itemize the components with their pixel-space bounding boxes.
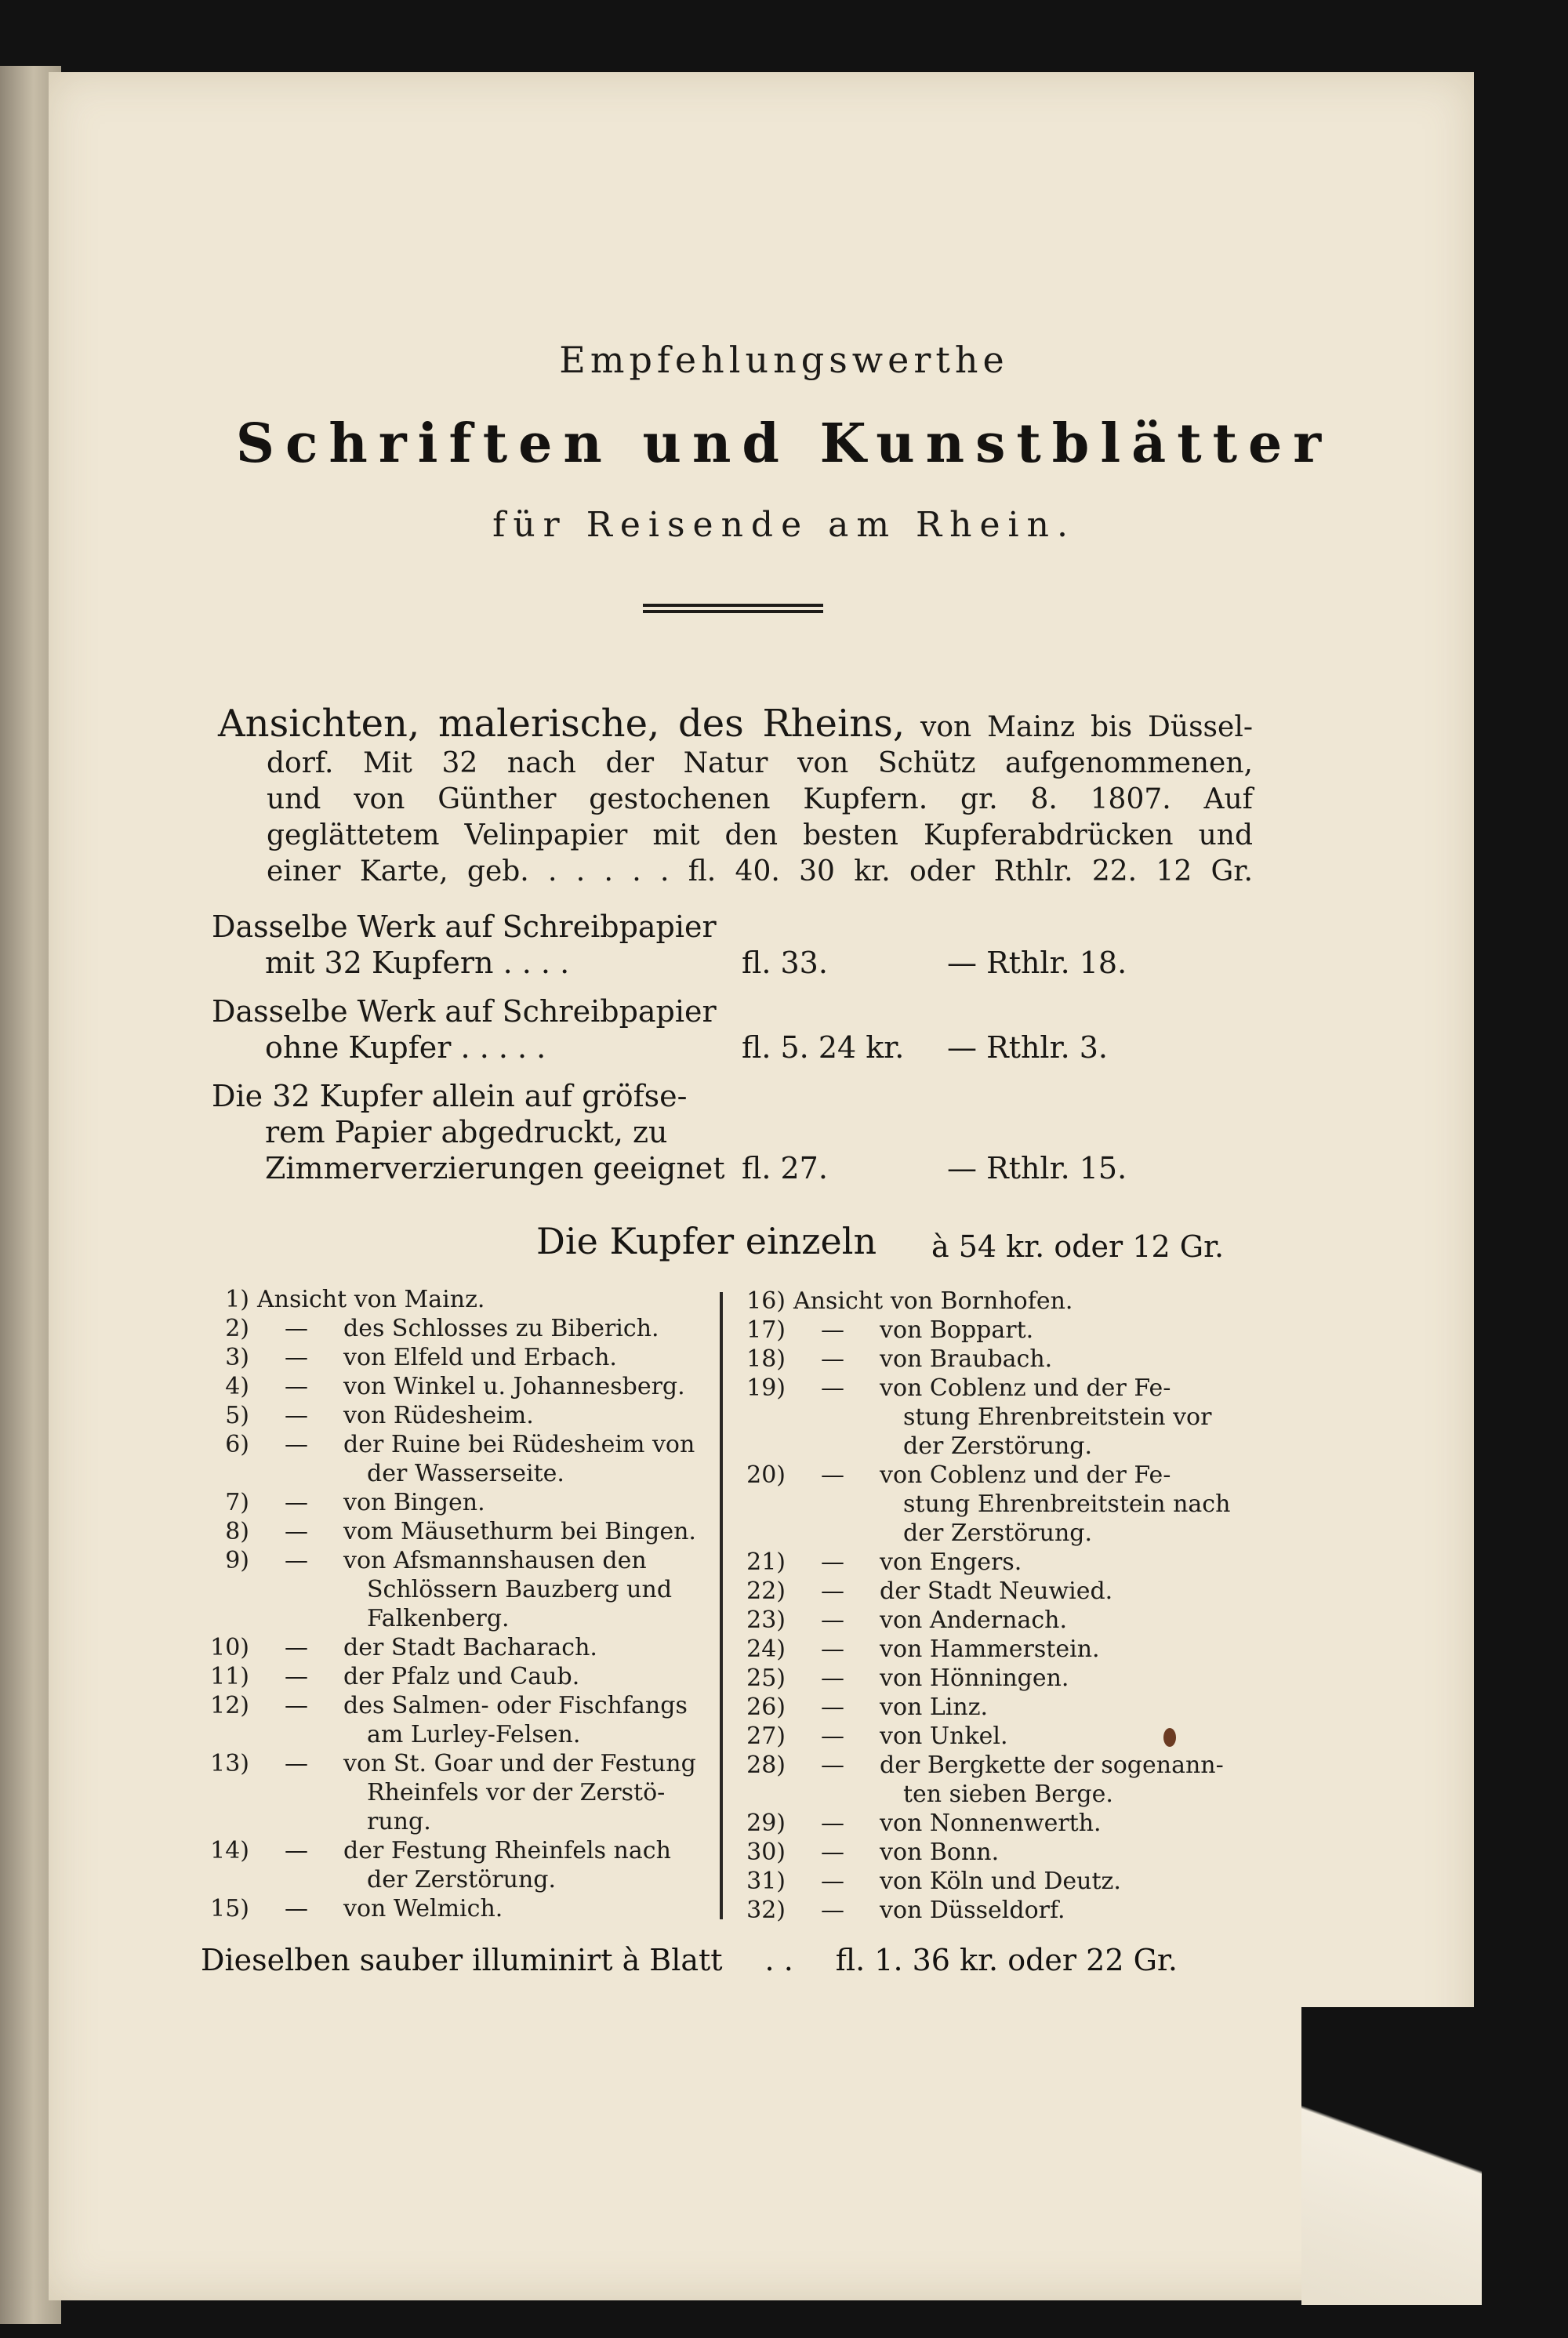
plate-list-item [201, 1663, 579, 1691]
plate-list-item [737, 1345, 1052, 1374]
plate-list-item [737, 1781, 1113, 1809]
plate-dash: — [821, 1810, 844, 1837]
plate-number: 14) [210, 1837, 249, 1864]
plate-dash: — [821, 1665, 844, 1692]
plate-list-item [737, 1694, 988, 1722]
plate-dash: — [821, 1345, 844, 1373]
plate-list-item [737, 1839, 999, 1867]
plate-title: von Coblenz und der Fe- [880, 1461, 1171, 1489]
entry-lead: Ansichten, malerische, des Rheins, [218, 702, 906, 746]
plate-title: der Wasserseite. [367, 1460, 564, 1487]
plate-list-item [201, 1808, 431, 1836]
plate-list-item [201, 1576, 672, 1604]
variant-1-fl: fl. 33. [742, 946, 828, 980]
plate-list-item [201, 1634, 597, 1662]
title-line-2: Schriften und Kunstblätter [235, 412, 1333, 475]
plate-dash: — [285, 1692, 308, 1719]
plate-list-item [201, 1344, 617, 1372]
plate-list-item [737, 1519, 1092, 1548]
plate-dash: — [821, 1839, 844, 1866]
plate-title: des Salmen- oder Fischfangs [343, 1692, 688, 1719]
plate-number: 1) [225, 1286, 249, 1313]
plate-title: von Welmich. [343, 1895, 503, 1922]
plate-number: 13) [210, 1750, 249, 1777]
plate-list-item [737, 1403, 1211, 1432]
plate-title: vom Mäusethurm bei Bingen. [343, 1518, 696, 1545]
plate-number: 28) [746, 1752, 786, 1779]
entry-line-5: einer Karte, geb. . . . . . fl. 40. 30 kr. oder Rthlr. 22. 12 Gr. [267, 855, 1253, 888]
plate-dash: — [285, 1344, 308, 1371]
variant-2-line-1: Dasselbe Werk auf Schreibpapier [212, 994, 717, 1029]
single-plates-price: à 54 kr. oder 12 Gr. [931, 1229, 1225, 1264]
plate-list-item [201, 1605, 510, 1633]
plate-title: von Köln und Deutz. [880, 1868, 1121, 1895]
plate-number: 22) [746, 1577, 786, 1605]
plate-title: rung. [367, 1808, 431, 1835]
column-divider [720, 1292, 723, 1919]
plate-title: von Coblenz und der Fe- [880, 1374, 1171, 1402]
plate-dash: — [821, 1374, 844, 1402]
plate-list-item [201, 1692, 688, 1720]
plate-title: von Braubach. [880, 1345, 1053, 1373]
plate-dash: — [821, 1577, 844, 1605]
plate-title: von Bingen. [343, 1489, 485, 1516]
single-plates-heading: Die Kupfer einzeln [536, 1220, 877, 1262]
plate-dash: — [821, 1636, 844, 1663]
plate-title: von Boppart. [880, 1316, 1034, 1344]
plate-dash: — [821, 1461, 844, 1489]
variant-1-rthlr: — Rthlr. 18. [947, 946, 1127, 980]
plate-number: 10) [210, 1634, 249, 1661]
plate-list-item [201, 1779, 665, 1807]
plate-title: von Winkel u. Johannesberg. [343, 1373, 685, 1400]
plate-list-item [737, 1636, 1100, 1664]
plate-number: 7) [225, 1489, 249, 1516]
plate-title: der Stadt Bacharach. [343, 1634, 597, 1661]
plate-title: von Unkel. [880, 1723, 1008, 1750]
plate-list-item [737, 1287, 1073, 1316]
plate-number: 9) [225, 1547, 249, 1574]
variant-3-line-2: rem Papier abgedruckt, zu [265, 1115, 668, 1149]
variant-3-fl: fl. 27. [742, 1151, 828, 1185]
plate-dash: — [285, 1402, 308, 1429]
main-entry [218, 702, 1253, 890]
plate-dash: — [285, 1315, 308, 1342]
plate-list-item [737, 1432, 1092, 1461]
entry-line-4: geglättetem Velinpapier mit den besten Kupferabdrücken und [267, 819, 1253, 851]
plate-number: 3) [225, 1344, 249, 1371]
plate-list-item [737, 1752, 1224, 1780]
plate-dash: — [285, 1895, 308, 1922]
plate-list-item [201, 1286, 485, 1314]
footer-line [201, 1943, 1178, 1977]
plate-list-item [737, 1868, 1121, 1896]
plate-number: 12) [210, 1692, 249, 1719]
plate-number: 32) [746, 1897, 786, 1924]
variant-1-line-2: mit 32 Kupfern . . . . [265, 946, 570, 980]
plate-number: 26) [746, 1694, 786, 1721]
plate-title: der Bergkette der sogenann- [880, 1752, 1224, 1779]
plate-title: von Linz. [880, 1694, 989, 1721]
plate-title: von St. Goar und der Festung [343, 1750, 696, 1777]
footer-price: fl. 1. 36 kr. oder 22 Gr. [835, 1943, 1178, 1977]
plate-list-item [737, 1810, 1102, 1838]
plate-number: 19) [746, 1374, 786, 1402]
plate-dash: — [821, 1752, 844, 1779]
plate-title: der Pfalz und Caub. [343, 1663, 580, 1690]
ink-stain [1163, 1728, 1176, 1747]
plate-title: stung Ehrenbreitstein vor [903, 1403, 1212, 1431]
plate-number: 30) [746, 1839, 786, 1866]
plate-title: Rheinfels vor der Zerstö- [367, 1779, 666, 1806]
plate-title: Falkenberg. [367, 1605, 510, 1632]
plate-dash: — [821, 1548, 844, 1576]
plate-dash: — [285, 1837, 308, 1864]
plate-list-item [201, 1518, 696, 1546]
plate-title: stung Ehrenbreitstein nach [903, 1490, 1231, 1518]
plate-dash: — [821, 1868, 844, 1895]
plate-number: 24) [746, 1636, 786, 1663]
plate-number: 18) [746, 1345, 786, 1373]
plate-title: am Lurley-Felsen. [367, 1721, 581, 1748]
plate-dash: — [821, 1694, 844, 1721]
entry-line-3: und von Günther gestochenen Kupfern. gr. 8. 1807. Auf [267, 783, 1253, 815]
plate-number: 16) [746, 1287, 786, 1315]
plate-list-item [737, 1316, 1033, 1345]
plate-title: von Bonn. [880, 1839, 1000, 1866]
plate-title: der Festung Rheinfels nach [343, 1837, 671, 1864]
plate-number: 20) [746, 1461, 786, 1489]
plate-title: Schlössern Bauzberg und [367, 1576, 673, 1603]
variant-3-line-1: Die 32 Kupfer allein auf gröfse- [212, 1079, 688, 1113]
plate-dash: — [285, 1431, 308, 1458]
entry-line-2: dorf. Mit 32 nach der Natur von Schütz aufgenommenen, [267, 747, 1253, 779]
plate-number: 5) [225, 1402, 249, 1429]
plate-number: 17) [746, 1316, 786, 1344]
folded-corner [1301, 2007, 1482, 2305]
plate-title: der Zerstörung. [903, 1432, 1093, 1460]
plate-title: des Schlosses zu Biberich. [343, 1315, 659, 1342]
plate-dash: — [821, 1316, 844, 1344]
title-rule [643, 604, 823, 615]
plate-list-item [737, 1461, 1171, 1490]
plate-title: der Zerstörung. [903, 1519, 1093, 1547]
plate-number: 23) [746, 1606, 786, 1634]
plate-list-item [737, 1606, 1067, 1635]
variant-3-line-3: Zimmerverzierungen geeignet [265, 1151, 725, 1185]
footer-dots: . . [764, 1943, 793, 1977]
plate-title: von Andernach. [880, 1606, 1068, 1634]
plate-number: 4) [225, 1373, 249, 1400]
plate-number: 27) [746, 1723, 786, 1750]
variant-2-line-2: ohne Kupfer . . . . . [265, 1030, 546, 1065]
plate-list-item [201, 1460, 564, 1488]
plate-list-item [201, 1315, 659, 1343]
plate-number: 15) [210, 1895, 249, 1922]
plate-dash: — [285, 1663, 308, 1690]
variant-2-fl: fl. 5. 24 kr. [742, 1030, 905, 1065]
plate-list-item [201, 1547, 647, 1575]
plate-list-item [201, 1431, 695, 1459]
plate-number: 2) [225, 1315, 249, 1342]
plate-list-item [201, 1721, 580, 1749]
plate-title: von Rüdesheim. [343, 1402, 534, 1429]
plate-number: 31) [746, 1868, 786, 1895]
plate-list-item [201, 1895, 503, 1923]
plate-title: von Nonnenwerth. [880, 1810, 1102, 1837]
plate-title: von Engers. [880, 1548, 1022, 1576]
plate-dash: — [285, 1489, 308, 1516]
plate-list-item [737, 1374, 1171, 1403]
plate-number: 6) [225, 1431, 249, 1458]
plate-list-item [201, 1489, 485, 1517]
plate-list-item [201, 1402, 534, 1430]
plate-number: 21) [746, 1548, 786, 1576]
plate-list-item [737, 1548, 1022, 1577]
entry-line-1-rest: von Mainz bis Düssel- [920, 711, 1253, 743]
plate-title: der Zerstörung. [367, 1866, 557, 1893]
plate-title: Ansicht von Mainz. [257, 1286, 485, 1313]
plate-title: der Ruine bei Rüdesheim von [343, 1431, 695, 1458]
plate-dash: — [285, 1373, 308, 1400]
plate-list-item [201, 1373, 685, 1401]
plate-title: von Düsseldorf. [880, 1897, 1065, 1924]
plate-list-item [201, 1866, 556, 1894]
plate-list-item [737, 1577, 1112, 1606]
variant-1-line-1: Dasselbe Werk auf Schreibpapier [212, 909, 717, 944]
plate-dash: — [285, 1750, 308, 1777]
plate-list-item [737, 1490, 1230, 1519]
plate-number: 8) [225, 1518, 249, 1545]
plate-list-item [737, 1897, 1065, 1925]
plate-title: von Hammerstein. [880, 1636, 1100, 1663]
plate-dash: — [285, 1634, 308, 1661]
plate-list-item [737, 1665, 1069, 1693]
footer-label: Dieselben sauber illuminirt à Blatt [201, 1943, 723, 1977]
plate-title: Ansicht von Bornhofen. [793, 1287, 1073, 1315]
plate-dash: — [285, 1547, 308, 1574]
plate-number: 11) [210, 1663, 249, 1690]
plate-dash: — [821, 1606, 844, 1634]
plate-title: von Elfeld und Erbach. [343, 1344, 617, 1371]
plate-list-item [201, 1837, 671, 1865]
plate-dash: — [821, 1723, 844, 1750]
plate-number: 29) [746, 1810, 786, 1837]
plate-title: von Hönningen. [880, 1665, 1069, 1692]
title-line-1: Empfehlungswerthe [559, 339, 1009, 381]
variant-2-rthlr: — Rthlr. 3. [947, 1030, 1108, 1065]
plate-dash: — [285, 1518, 308, 1545]
title-line-3: für Reisende am Rhein. [492, 505, 1076, 545]
plate-title: ten sieben Berge. [903, 1781, 1113, 1808]
plate-list-item [201, 1750, 696, 1778]
plate-dash: — [821, 1897, 844, 1924]
variant-3-rthlr: — Rthlr. 15. [947, 1151, 1127, 1185]
plate-number: 25) [746, 1665, 786, 1692]
plate-title: von Afsmannshausen den [343, 1547, 647, 1574]
plate-list-item [737, 1723, 1008, 1751]
plate-title: der Stadt Neuwied. [880, 1577, 1113, 1605]
